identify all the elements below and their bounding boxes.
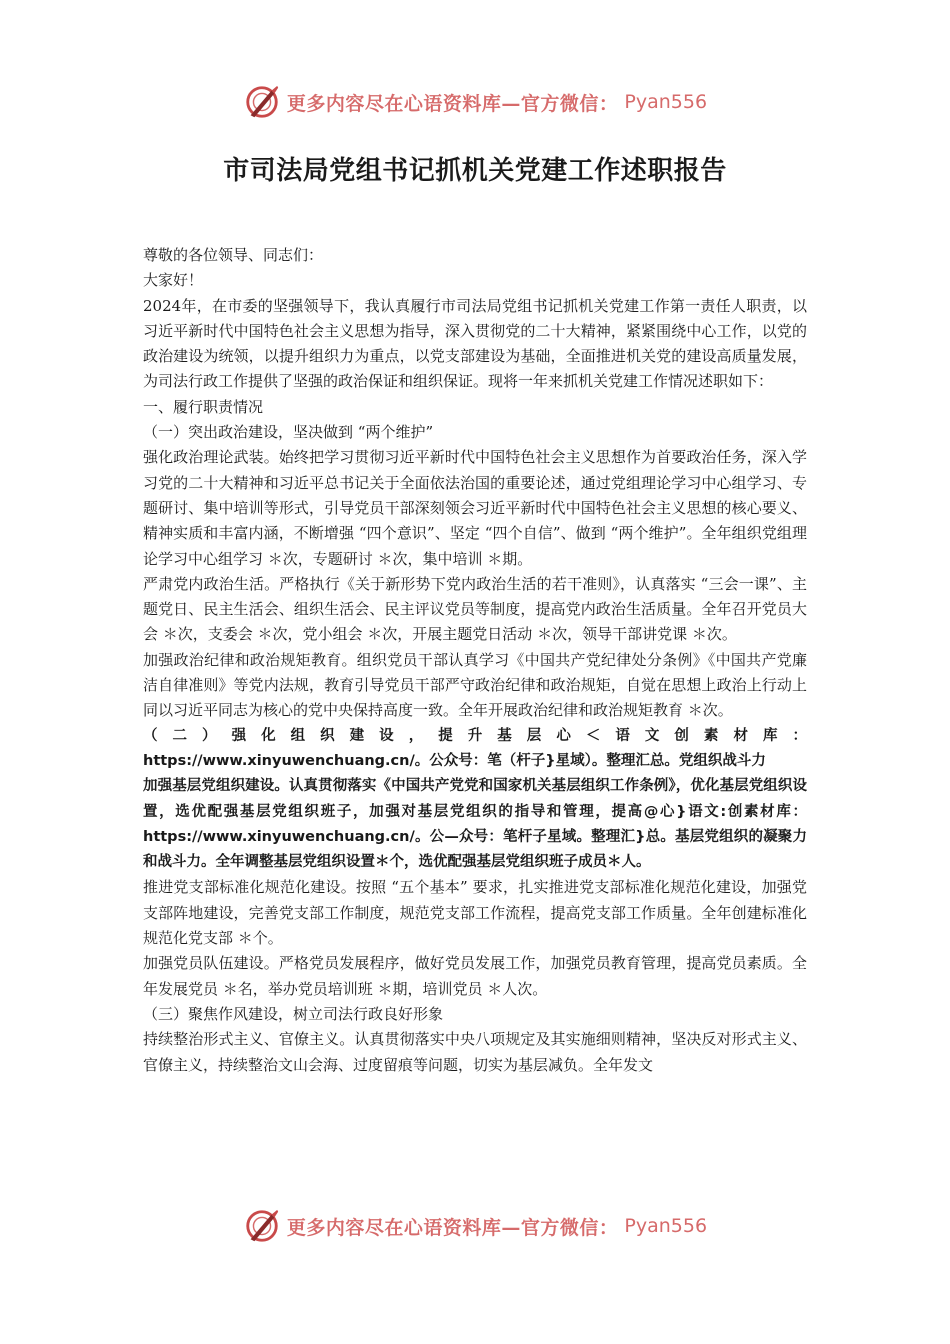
watermark-banner-top <box>0 82 950 122</box>
document-body <box>143 243 807 1078</box>
subsection-heading-continued: https://www.xinyuwenchuang.cn/。公众号：笔（杆子}星域）。整理汇总。党组织战斗力 <box>143 752 766 769</box>
watermark-banner-bottom <box>0 1206 950 1246</box>
watermark-handle: Pyan556 <box>624 91 708 113</box>
watermark-text: 更多内容尽在心语资料库—官方微信： <box>286 92 619 115</box>
body-paragraph: 持续整治形式主义、官僚主义。认真贯彻落实中央八项规定及其实施细则精神，坚决反对形式主义、官僚主义，持续整治文山会海、过度留痕等问题，切实为基层减负。全年发文 <box>143 1030 807 1074</box>
body-paragraph: 严肃党内政治生活。严格执行《关于新形势下党内政治生活的若干准则》，认真落实 “三会一课”、主题党日、民主生活会、组织生活会、民主评议党员等制度，提高党内政治生活质量。全年召开党员大会 ＊次，支委会 ＊次，党小组会 ＊次，开展主题党日活动 ＊次，领导干部讲党课 ＊次。 <box>143 574 807 644</box>
body-paragraph: 加强基层党组织建设。认真贯彻落实《中国共产党党和国家机关基层组织工作条例》，优化基层党组织设置，选优配强基层党组织班子，加强对基层党组织的指导和管理，提高@心}语文:创素材库：https://www.xinyuwenchuang.cn/。公—众号：笔杆子星域。整理汇}总。基层党组织的凝聚力和战斗力。全年调整基层党组织设置＊个，选优配强基层党组织班子成员＊人。 <box>143 778 807 871</box>
section-heading: 一、履行职责情况 <box>143 397 264 416</box>
greeting: 大家好！ <box>143 271 204 290</box>
subsection-heading: （二）强化组织建设，提升基层心＜语文创素材库： <box>143 727 807 744</box>
subsection-heading: （三）聚焦作风建设，树立司法行政良好形象 <box>143 1004 444 1023</box>
document-title: 市司法局党组书记抓机关党建工作述职报告 <box>223 156 727 186</box>
brush-logo-icon <box>243 83 281 121</box>
brush-logo-icon <box>243 1207 281 1245</box>
body-paragraph: 强化政治理论武装。始终把学习贯彻习近平新时代中国特色社会主义思想作为首要政治任务，深入学习党的二十大精神和习近平总书记关于全面依法治国的重要论述，通过党组理论学习中心组学习、专题研讨、集中培训等形式，引导党员干部深刻领会习近平新时代中国特色社会主义思想的核心要义、精神实质和丰富内涵，不断增强 “四个意识”、坚定 “四个自信”、做到 “两个维护”。全年组织党组理论学习中心组学习 ＊次，专题研讨 ＊次，集中培训 ＊期。 <box>143 448 807 568</box>
body-paragraph: 推进党支部标准化规范化建设。按照 “五个基本” 要求，扎实推进党支部标准化规范化建设，加强党支部阵地建设，完善党支部工作制度，规范党支部工作流程，提高党支部工作质量。全年创建标准化规范化党支部 ＊个。 <box>143 878 807 948</box>
watermark-text: 更多内容尽在心语资料库—官方微信： <box>286 1216 619 1239</box>
body-paragraph: 加强政治纪律和政治规矩教育。组织党员干部认真学习《中国共产党纪律处分条例》《中国共产党廉洁自律准则》等党内法规，教育引导党员干部严守政治纪律和政治规矩，自觉在思想上政治上行动上同以习近平同志为核心的党中央保持高度一致。全年开展政治纪律和政治规矩教育 ＊次。 <box>143 650 807 720</box>
watermark-handle: Pyan556 <box>624 1215 708 1237</box>
subsection-heading: （一）突出政治建设，坚决做到 “两个维护” <box>143 423 434 442</box>
body-paragraph: 加强党员队伍建设。严格党员发展程序，做好党员发展工作，加强党员教育管理，提高党员素质。全年发展党员 ＊名，举办党员培训班 ＊期，培训党员 ＊人次。 <box>143 954 807 998</box>
intro-paragraph: 2024年，在市委的坚强领导下，我认真履行市司法局党组书记抓机关党建工作第一责任人职责，以习近平新时代中国特色社会主义思想为指导，深入贯彻党的二十大精神，紧紧围绕中心工作，以党的政治建设为统领，以提升组织力为重点，以党支部建设为基础，全面推进机关党的建设高质量发展，为司法行政工作提供了坚强的政治保证和组织保证。现将一年来抓机关党建工作情况述职如下： <box>143 296 807 391</box>
salutation: 尊敬的各位领导、同志们： <box>143 246 324 264</box>
